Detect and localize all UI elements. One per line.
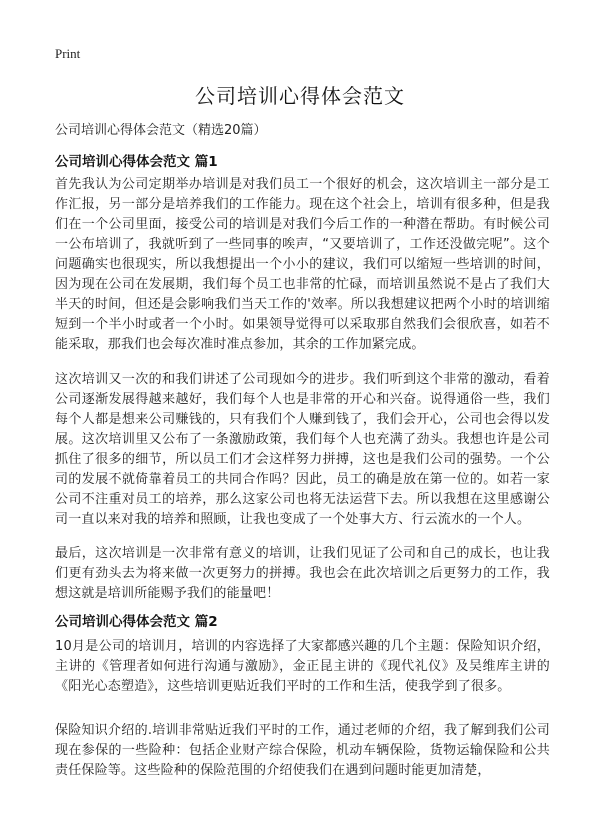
paragraph-1-1: 首先我认为公司定期举办培训是对我们员工一个很好的机会，这次培训主一部分是工作汇报，另一部分是培养我们的工作能力。现在这个社会上，培训有很多种，但是我们在一个公司里面，接受公司的培训是对我们今后工作的一种潜在帮助。有时候公司一公布培训了，我就听到了一些同事的唉声，“又要培训了，工作还没做完呢”。这个问题确实也很现实，所以我想提出一个小小的建议，我们可以缩短一些培训的时间，因为现在公司在发展期，我们每个员工也非常的忙碌，而培训虽然说不是占了我们大半天的时间，但还是会影响我们当天工作的'效率。所以我想建议把两个小时的培训缩短到一个半小时或者一个小时。如果领导觉得可以采取那自然我们会很欣喜，如若不能采取，那我们也会每次准时准点参加，其余的工作加紧完成。 xyxy=(55,177,550,352)
paragraph-1-2: 这次培训又一次的和我们讲述了公司现如今的进步。我们听到这个非常的激动，看着公司逐渐发展得越来越好，我们每个人也是非常的开心和兴奋。说得通俗一些，我们每个人都是想来公司赚钱的，只有我们个人赚到钱了，我们会开心，公司也会得以发展。这次培训里又公布了一条激励政策，我们每个人也充满了劲头。我想也许是公司抓住了很多的细节，所以员工们才会这样努力拼搏，这也是我们公司的强势。一个公司的发展不就倚靠着员工的共同合作吗？因此，员工的确是放在第一位的。如若一家公司不注重对员工的培养，那么这家公司也将无法运营下去。所以我想在这里感谢公司一直以来对我的培养和照顾，让我也变成了一个处事大方、行云流水的一个人。 xyxy=(55,372,550,527)
paragraph-2-2: 保险知识介绍的.培训非常贴近我们平时的工作，通过老师的介绍，我了解到我们公司现在参保的一些险种：包括企业财产综合保险，机动车辆保险，货物运输保险和公共责任保险等。这些险种的保险范围的介绍使我们在遇到问题时能更加清楚， xyxy=(55,723,550,778)
section-heading-2: 公司培训心得体会范文 篇2 xyxy=(55,614,218,630)
paragraph-1-3: 最后，这次培训是一次非常有意义的培训，让我们见证了公司和自己的成长，也让我们更有劲头去为将来做一次更努力的拼搏。我也会在此次培训之后更努力的工作，我想这就是培训所能赐予我们的能量吧！ xyxy=(55,546,550,601)
section-heading-1: 公司培训心得体会范文 篇1 xyxy=(55,154,218,170)
paragraph-2-1: 10月是公司的培训月，培训的内容选择了大家都感兴趣的几个主题：保险知识介绍，主讲的《管理者如何进行沟通与激励》，金正昆主讲的《现代礼仪》及吴维库主讲的《阳光心态塑造》，这些培训更贴近我们平时的工作和生活，使我学到了很多。 xyxy=(55,639,550,694)
document-subtitle: 公司培训心得体会范文（精选20篇） xyxy=(55,123,267,138)
print-label[interactable]: Print xyxy=(55,46,81,61)
page-title: 公司培训心得体会范文 xyxy=(195,84,405,108)
